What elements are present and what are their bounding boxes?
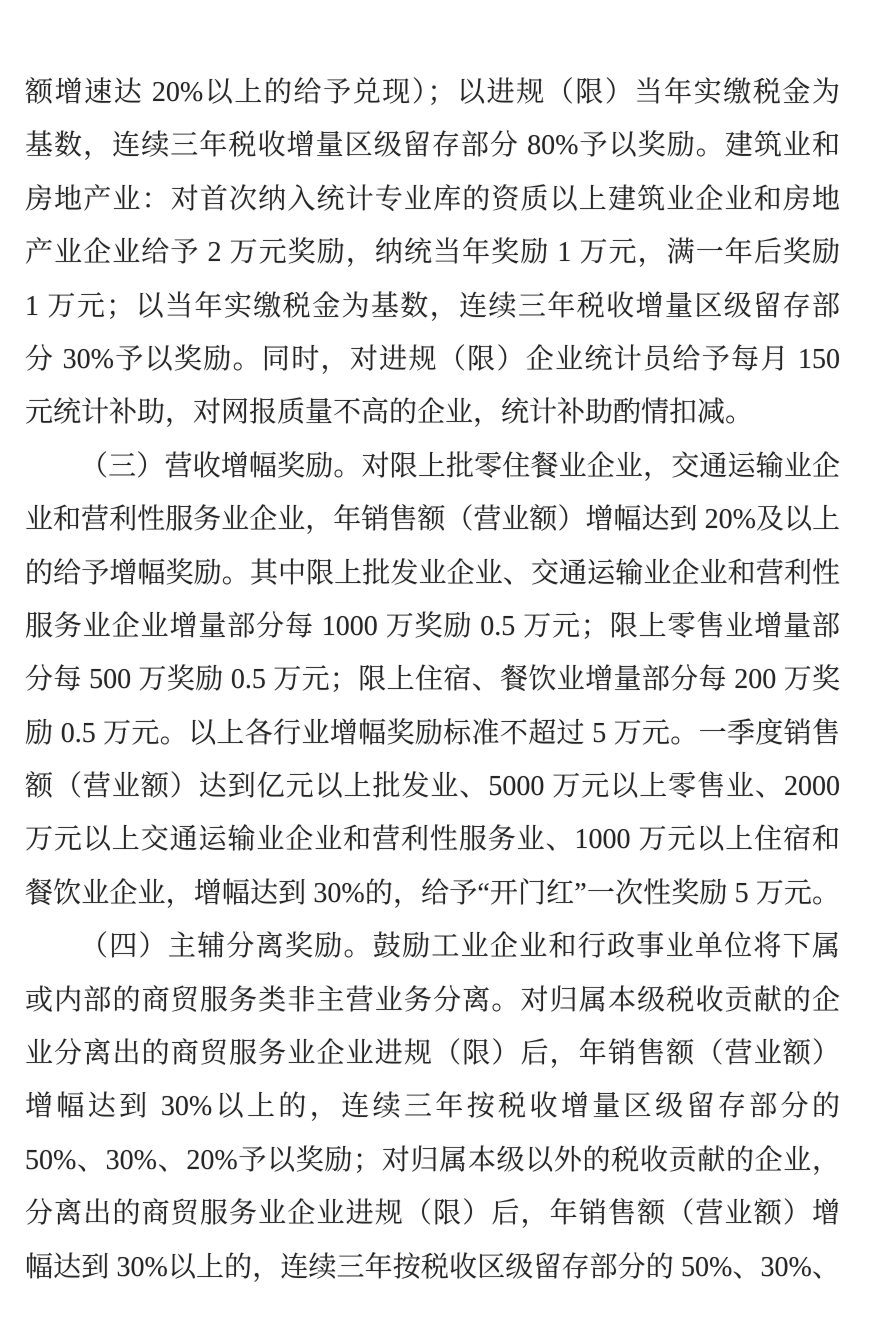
text-line: 业分离出的商贸服务业企业进规（限）后，年销售额（营业额） bbox=[25, 1038, 840, 1070]
document-text-block bbox=[25, 66, 840, 1294]
text-line: 分 30%予以奖励。同时，对进规（限）企业统计员给予每月 150 bbox=[25, 343, 840, 375]
text-line: 分离出的商贸服务业企业进规（限）后，年销售额（营业额）增 bbox=[25, 1198, 840, 1230]
text-line: 分每 500 万奖励 0.5 万元；限上住宿、餐饮业增量部分每 200 万奖 bbox=[25, 664, 840, 696]
text-line: 或内部的商贸服务类非主营业务分离。对归属本级税收贡献的企 bbox=[25, 984, 840, 1016]
text-line: 增幅达到 30%以上的，连续三年按税收增量区级留存部分的 bbox=[25, 1091, 840, 1123]
text-line: 励 0.5 万元。以上各行业增幅奖励标准不超过 5 万元。一季度销售 bbox=[25, 717, 840, 749]
text-line: （四）主辅分离奖励。鼓励工业企业和行政事业单位将下属 bbox=[80, 931, 840, 963]
text-line: 额（营业额）达到亿元以上批发业、5000 万元以上零售业、2000 bbox=[25, 771, 840, 803]
text-line: 服务业企业增量部分每 1000 万奖励 0.5 万元；限上零售业增量部 bbox=[25, 610, 840, 642]
text-line: 的给予增幅奖励。其中限上批发业企业、交通运输业企业和营利性 bbox=[25, 557, 840, 589]
text-line: 房地产业：对首次纳入统计专业库的资质以上建筑业企业和房地 bbox=[25, 183, 840, 215]
text-line: 幅达到 30%以上的，连续三年按税收区级留存部分的 50%、30%、 bbox=[25, 1251, 840, 1283]
text-line: 元统计补助，对网报质量不高的企业，统计补助酌情扣减。 bbox=[25, 397, 754, 429]
text-line: 业和营利性服务业企业，年销售额（营业额）增幅达到 20%及以上 bbox=[25, 504, 840, 536]
text-line: 1 万元；以当年实缴税金为基数，连续三年税收增量区级留存部 bbox=[25, 290, 840, 322]
text-line: （三）营收增幅奖励。对限上批零住餐业企业，交通运输业企 bbox=[80, 450, 840, 482]
text-line: 万元以上交通运输业企业和营利性服务业、1000 万元以上住宿和 bbox=[25, 824, 840, 856]
text-line: 基数，连续三年税收增量区级留存部分 80%予以奖励。建筑业和 bbox=[25, 130, 840, 162]
text-line: 50%、30%、20%予以奖励；对归属本级以外的税收贡献的企业， bbox=[25, 1144, 840, 1176]
text-line: 餐饮业企业，增幅达到 30%的，给予“开门红”一次性奖励 5 万元。 bbox=[25, 877, 840, 909]
document-lines bbox=[25, 66, 840, 1294]
text-line: 额增速达 20%以上的给予兑现）；以进规（限）当年实缴税金为 bbox=[25, 77, 840, 108]
text-line: 产业企业给予 2 万元奖励，纳统当年奖励 1 万元，满一年后奖励 bbox=[25, 237, 840, 269]
